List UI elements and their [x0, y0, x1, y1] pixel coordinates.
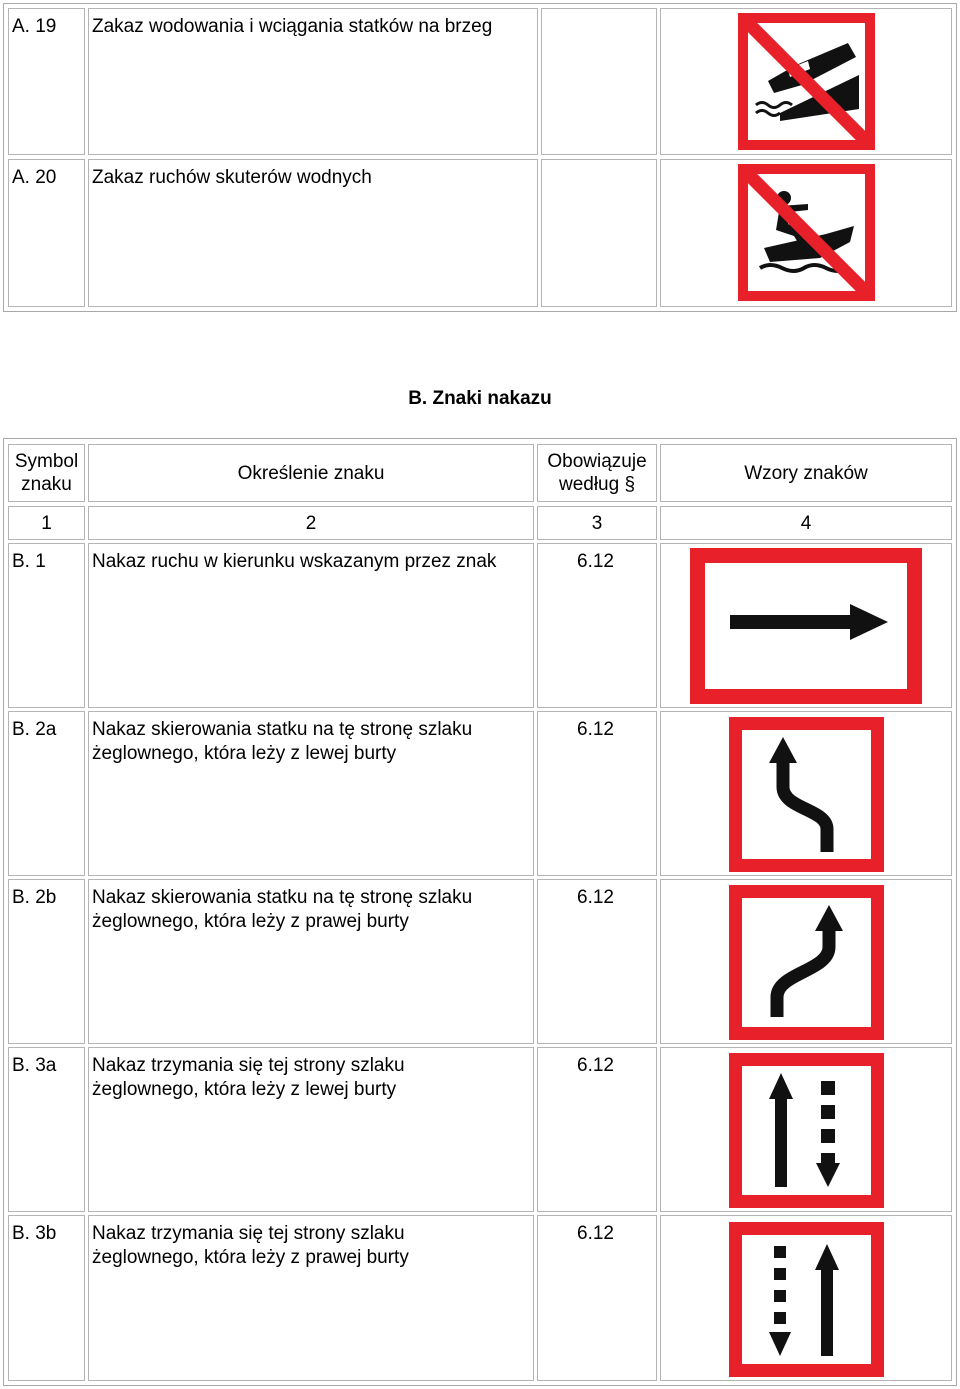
symbol-text: A. 20	[12, 167, 57, 188]
symbol-text: B. 2b	[12, 887, 57, 908]
table-row-b1-paragraph	[537, 543, 657, 708]
header-paragraph	[537, 444, 657, 502]
jet-ski-prohibited-sign	[738, 164, 875, 301]
table-a-cell-description	[88, 159, 538, 307]
veer-left-sign	[729, 717, 884, 872]
header-paragraph-label: Obowiązuje według §	[547, 451, 647, 495]
table-row-b3b-description	[88, 1215, 534, 1381]
table-row-b2a-symbol	[8, 711, 85, 876]
paragraph-text: 6.12	[577, 551, 614, 572]
paragraph-text: 6.12	[577, 1055, 614, 1076]
table-row-b3a-symbol	[8, 1047, 85, 1212]
table-a-cell-symbol	[8, 8, 85, 155]
description-line: żeglownego, która leży z prawej burty	[92, 1247, 409, 1268]
table-row-b3a-paragraph	[537, 1047, 657, 1212]
table-row-b2b-description	[88, 879, 534, 1044]
symbol-text: B. 1	[12, 551, 46, 572]
column-number-4	[660, 506, 952, 540]
description-line: żeglownego, która leży z lewej burty	[92, 1079, 397, 1100]
boat-launch-prohibited-sign	[738, 13, 875, 150]
column-number-1	[8, 506, 85, 540]
description-line: żeglownego, która leży z lewej burty	[92, 743, 397, 764]
column-number-text: 2	[305, 512, 317, 534]
table-a-cell-paragraph	[541, 159, 657, 307]
paragraph-text: 6.12	[577, 1223, 614, 1244]
column-number-3	[537, 506, 657, 540]
description-text: Zakaz wodowania i wciągania statków na brzeg	[92, 16, 493, 37]
description-line: Nakaz trzymania się tej strony szlaku	[92, 1055, 405, 1076]
symbol-text: A. 19	[12, 16, 57, 37]
description-line: żeglownego, która leży z prawej burty	[92, 911, 409, 932]
table-row-b3a-description	[88, 1047, 534, 1212]
table-row-b3b-paragraph	[537, 1215, 657, 1381]
header-description	[88, 444, 534, 502]
arrow-right-sign	[690, 548, 922, 704]
column-number-2	[88, 506, 534, 540]
description-text: Zakaz ruchów skuterów wodnych	[92, 167, 372, 188]
column-number-text: 1	[41, 512, 52, 534]
table-row-b2a-paragraph	[537, 711, 657, 876]
description-line: Nakaz trzymania się tej strony szlaku	[92, 1223, 405, 1244]
table-row-b2b-paragraph	[537, 879, 657, 1044]
paragraph-text: 6.12	[577, 887, 614, 908]
symbol-text: B. 3b	[12, 1223, 57, 1244]
description-line: Nakaz skierowania statku na tę stronę szlaku	[92, 887, 473, 908]
section-b-title: B. Znaki nakazu	[408, 388, 552, 409]
table-a-cell-description	[88, 8, 538, 155]
header-patterns	[660, 444, 952, 502]
table-row-b1-symbol	[8, 543, 85, 708]
table-row-b1-description	[88, 543, 534, 708]
keep-right-sign	[729, 1222, 884, 1377]
symbol-text: B. 3a	[12, 1055, 57, 1076]
column-number-text: 4	[800, 512, 812, 534]
veer-right-sign	[729, 885, 884, 1040]
table-row-b3b-symbol	[8, 1215, 85, 1381]
symbol-text: B. 2a	[12, 719, 57, 740]
description-line: Nakaz skierowania statku na tę stronę szlaku	[92, 719, 473, 740]
table-a-cell-paragraph	[541, 8, 657, 155]
column-number-text: 3	[591, 512, 603, 534]
header-symbol	[8, 444, 85, 502]
table-row-b2b-symbol	[8, 879, 85, 1044]
header-description-label: Określenie znaku	[237, 462, 385, 484]
keep-left-sign	[729, 1053, 884, 1208]
table-a-cell-symbol	[8, 159, 85, 307]
table-row-b2a-description	[88, 711, 534, 876]
header-symbol-label: Symbol znaku	[14, 451, 79, 495]
paragraph-text: 6.12	[577, 719, 614, 740]
description-line: Nakaz ruchu w kierunku wskazanym przez znak	[92, 551, 497, 572]
header-patterns-label: Wzory znaków	[744, 462, 868, 484]
